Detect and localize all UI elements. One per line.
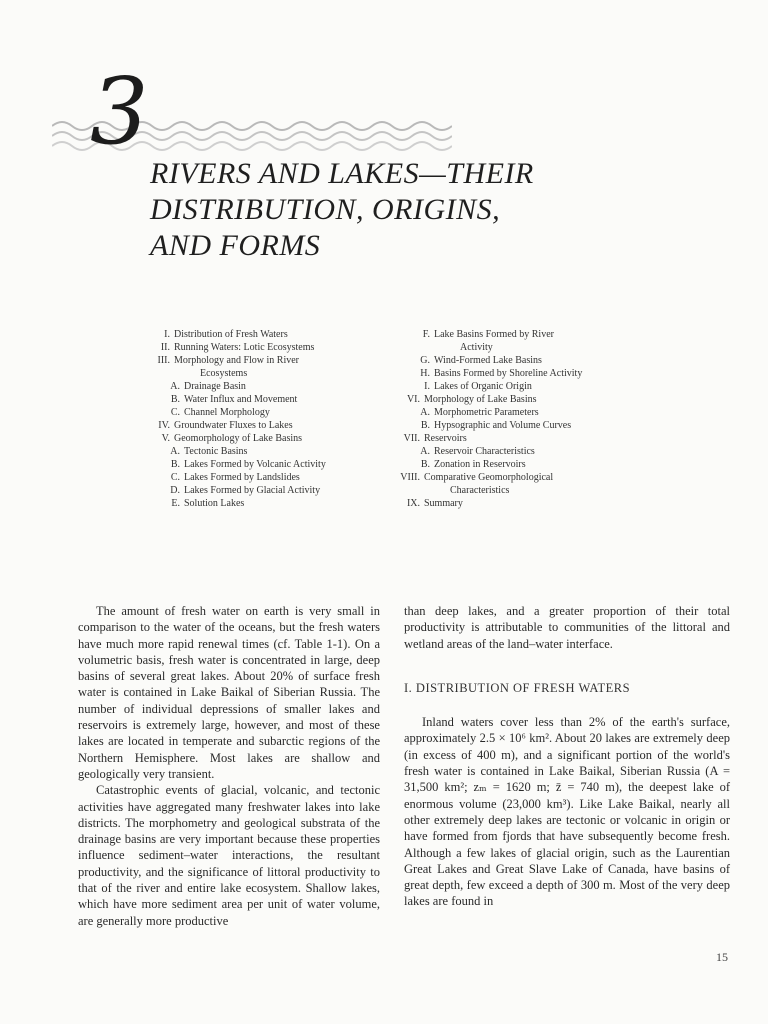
chapter-title	[150, 156, 650, 264]
page-number: 15	[716, 950, 728, 964]
section-heading: I. DISTRIBUTION OF FRESH WATERS	[404, 680, 631, 695]
outline-item-number: A.	[170, 446, 180, 457]
body-paragraph: than deep lakes, and a greater proportion of their total productivity is attributable to communities of the littoral and wetland areas of the land–water interface.	[404, 604, 730, 651]
outline-item-number: E.	[171, 498, 180, 509]
outline-item	[398, 432, 638, 445]
outline-item	[148, 445, 388, 458]
outline-item-number: B.	[420, 420, 430, 431]
chapter-title-line: RIVERS AND LAKES—THEIR	[150, 157, 534, 190]
outline-item	[398, 497, 638, 510]
outline-item-number: G.	[420, 355, 430, 366]
outline-item	[398, 341, 638, 354]
outline-item	[398, 471, 638, 484]
outline-item	[398, 484, 638, 497]
outline-item-number: A.	[170, 381, 180, 392]
body-paragraph: Inland waters cover less than 2% of the earth's surface, approximately 2.5 × 10⁶ km². About 20 lakes are extremely deep (in excess of 400 m), and a significant portion of the world's fresh water is contained in Lake Baikal, Siberian Russia (A = 31,500 km²; zₘ = 1620 m; z̄ = 740 m), the deepest lake of enormous volume (23,000 km³). Like Lake Baikal, nearly all other extremely deep lakes are tectonic or volcanic in origin or have formed from fjords that have subsequently become fresh. Although a few lakes of glacial origin, such as the Laurentian Great Lakes and Great Slave Lake of Canada, have basins of great depth, few exceed a depth of 300 m. Most of the very deep lakes are found in	[404, 715, 730, 909]
outline-item	[148, 380, 388, 393]
outline-item-text: Lake Basins Formed by River	[434, 329, 554, 340]
outline-item	[148, 471, 388, 484]
outline-item-number: I.	[424, 381, 430, 392]
outline-item	[148, 393, 388, 406]
outline-item-number: C.	[170, 472, 180, 483]
body-paragraph: Catastrophic events of glacial, volcanic, and tectonic activities have aggregated many freshwater lakes into lake districts. The morphometry and geological substrata of the drainage basins are very important because these properties influence sediment–water interactions, the resultant productivity, and the significance of littoral productivity to that of the river and entire lake ecosystem. Shallow lakes, which have more sediment area per unit of water volume, are generally more productive	[78, 783, 380, 928]
chapter-outline-right	[398, 328, 638, 510]
outline-item-number: IX.	[406, 498, 420, 509]
outline-item-text: Ecosystems	[200, 368, 248, 379]
outline-item-number: III.	[157, 355, 170, 366]
outline-item-text: Groundwater Fluxes to Lakes	[174, 420, 293, 431]
outline-item-text: Comparative Geomorphological	[424, 472, 554, 483]
outline-item	[148, 484, 388, 497]
outline-item	[148, 341, 388, 354]
chapter-title-line: DISTRIBUTION, ORIGINS,	[150, 193, 501, 226]
chapter-title-line: AND FORMS	[150, 229, 321, 262]
outline-item-text: Lakes of Organic Origin	[434, 381, 532, 392]
outline-item-text: Lakes Formed by Landslides	[184, 472, 300, 483]
outline-item-text: Solution Lakes	[184, 498, 245, 509]
outline-item-number: IV.	[158, 420, 170, 431]
outline-item-number: I.	[164, 329, 170, 340]
outline-item-text: Activity	[460, 342, 493, 353]
outline-item-text: Morphology of Lake Basins	[424, 394, 537, 405]
body-column-left	[78, 603, 380, 929]
outline-item	[398, 406, 638, 419]
outline-item-number: H.	[420, 368, 430, 379]
outline-item	[398, 458, 638, 471]
outline-item-number: VI.	[406, 394, 420, 405]
outline-item-text: Characteristics	[450, 485, 510, 496]
outline-item-text: Summary	[424, 498, 463, 509]
outline-item	[398, 354, 638, 367]
outline-item-number: A.	[420, 407, 430, 418]
outline-item-text: Morphometric Parameters	[434, 407, 539, 418]
outline-item	[398, 393, 638, 406]
body-column-right	[404, 603, 730, 910]
outline-item-text: Zonation in Reservoirs	[434, 459, 526, 470]
outline-item-number: VIII.	[400, 472, 420, 483]
outline-item-text: Basins Formed by Shoreline Activity	[434, 368, 583, 379]
outline-item-number: V.	[161, 433, 170, 444]
outline-item-text: Hypsographic and Volume Curves	[434, 420, 572, 431]
outline-item	[148, 367, 388, 380]
outline-item-text: Wind-Formed Lake Basins	[434, 355, 542, 366]
outline-item-number: F.	[422, 329, 430, 340]
outline-item-number: B.	[420, 459, 430, 470]
outline-item-number: B.	[170, 459, 180, 470]
outline-item	[398, 328, 638, 341]
outline-item	[148, 432, 388, 445]
outline-item	[398, 380, 638, 393]
outline-item-text: Running Waters: Lotic Ecosystems	[174, 342, 315, 353]
outline-item	[148, 497, 388, 510]
chapter-outline-left	[148, 328, 388, 510]
outline-item-text: Tectonic Basins	[184, 446, 248, 457]
outline-item	[398, 367, 638, 380]
outline-item	[148, 458, 388, 471]
outline-item-text: Reservoir Characteristics	[434, 446, 535, 457]
outline-item-text: Water Influx and Movement	[184, 394, 298, 405]
body-paragraph: The amount of fresh water on earth is very small in comparison to the water of the oceans, but the fresh waters have much more rapid renewal times (cf. Table 1-1). On a volumetric basis, fresh water is concentrated in large, deep basins of several great lakes. About 20% of surface fresh water is contained in Lake Baikal of Siberian Russia. The number of individual depressions of smaller lakes and reservoirs is extremely large, however, and most of these lakes are located in temperate and subarctic regions of the Northern Hemisphere. Most lakes are shallow and geologically very transient.	[78, 604, 380, 781]
outline-item-number: D.	[170, 485, 180, 496]
outline-item-number: VII.	[403, 433, 420, 444]
outline-item-text: Channel Morphology	[184, 407, 270, 418]
outline-item-number: B.	[170, 394, 180, 405]
chapter-number: 3	[90, 58, 149, 165]
outline-item-number: A.	[420, 446, 430, 457]
outline-item	[148, 406, 388, 419]
outline-item	[148, 354, 388, 367]
outline-item-text: Distribution of Fresh Waters	[174, 329, 288, 340]
outline-item	[148, 328, 388, 341]
outline-item-text: Drainage Basin	[184, 381, 246, 392]
outline-item	[398, 419, 638, 432]
outline-item-text: Geomorphology of Lake Basins	[174, 433, 303, 444]
outline-item-text: Lakes Formed by Volcanic Activity	[184, 459, 326, 470]
outline-item-number: II.	[160, 342, 170, 353]
outline-item	[398, 445, 638, 458]
outline-item-text: Lakes Formed by Glacial Activity	[184, 485, 321, 496]
outline-item-number: C.	[170, 407, 180, 418]
outline-item	[148, 419, 388, 432]
outline-item-text: Reservoirs	[424, 433, 467, 444]
outline-item-text: Morphology and Flow in River	[174, 355, 299, 366]
